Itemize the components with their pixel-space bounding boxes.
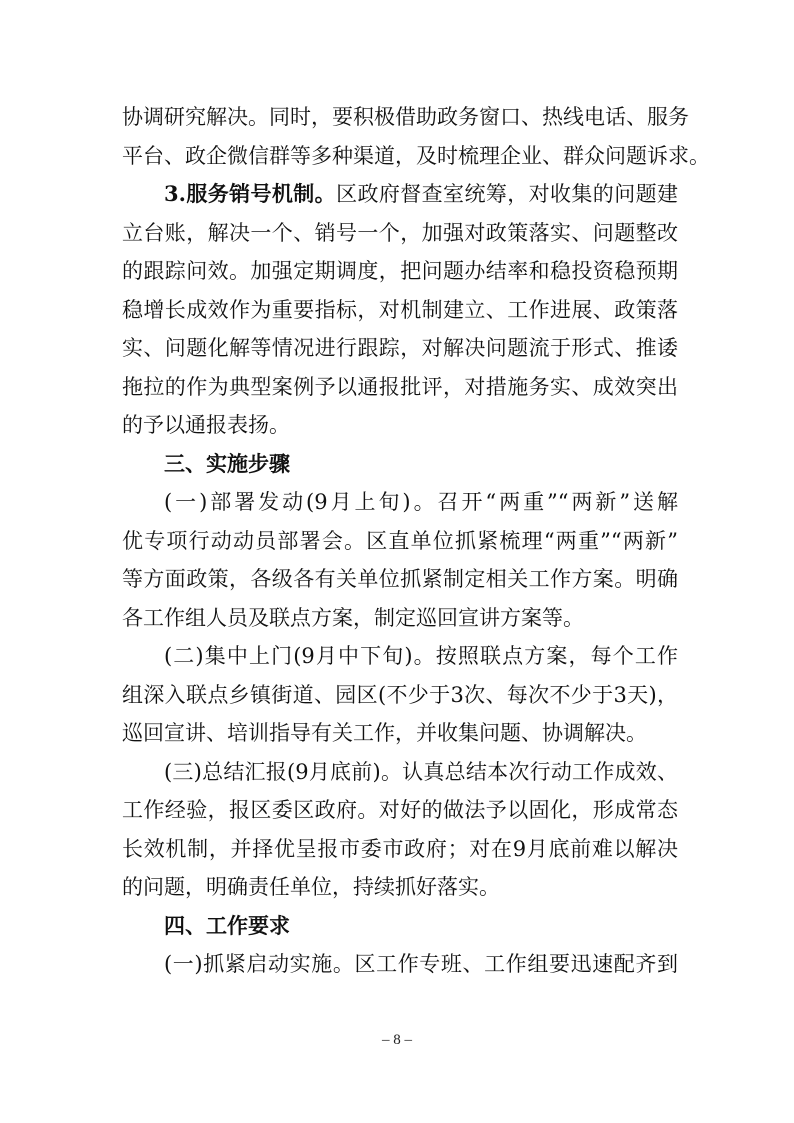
section-heading: 三、实施步骤 [164, 451, 290, 476]
text-line: 的跟踪问效。加强定期调度，把问题办结率和稳投资稳预期 [122, 259, 678, 283]
text-line: 立台账，解决一个、销号一个，加强对政策落实、问题整改 [122, 220, 678, 245]
text-line: 稳增长成效作为重要指标，对机制建立、工作进展、政策落 [122, 297, 678, 322]
text-line: 等方面政策，各级各有关单位抓紧制定相关工作方案。明确 [122, 567, 678, 591]
text-line: 各工作组人员及联点方案，制定巡回宣讲方案等。 [122, 605, 584, 630]
text-line: (一)部署发动(9月上旬)。召开“两重”“两新”送解 [164, 490, 678, 514]
body-text [122, 98, 710, 984]
text-line: 优专项行动动员部署会。区直单位抓紧梳理“两重”“两新” [122, 528, 678, 553]
text-line: 组深入联点乡镇街道、园区(不少于3次、每次不少于3天)， [122, 682, 678, 707]
text-line: 拖拉的作为典型案例予以通报批评，对措施务实、成效突出 [122, 374, 678, 399]
section-lead: 3.服务销号机制。 [164, 181, 337, 206]
text-line: 的予以通报表扬。 [122, 413, 290, 437]
text-fragment: 区政府督查室统筹，对收集的问题建 [336, 182, 678, 206]
page-number: – 8 – [382, 1032, 412, 1048]
text-line: 巡回宣讲、培训指导有关工作，并收集问题、协调解决。 [122, 721, 647, 745]
text-line: 平台、政企微信群等多种渠道，及时梳理企业、群众问题诉求。 [122, 143, 710, 168]
text-line: (二)集中上门(9月中下旬)。按照联点方案，每个工作 [164, 644, 678, 668]
text-line: (一)抓紧启动实施。区工作专班、工作组要迅速配齐到 [164, 952, 678, 976]
text-line: (三)总结汇报(9月底前)。认真总结本次行动工作成效、 [164, 759, 678, 784]
text-line: 的问题，明确责任单位，持续抓好落实。 [122, 875, 500, 899]
section-heading: 四、工作要求 [164, 913, 290, 938]
text-line: 协调研究解决。同时，要积极借助政务窗口、热线电话、服务 [122, 105, 689, 129]
text-line: 实、问题化解等情况进行跟踪，对解决问题流于形式、推诿 [122, 336, 678, 360]
text-line: 长效机制，并择优呈报市委市政府；对在9月底前难以解决 [122, 836, 678, 861]
text-line [122, 175, 678, 214]
text-line: 工作经验，报区委区政府。对好的做法予以固化，形成常态 [122, 798, 678, 822]
